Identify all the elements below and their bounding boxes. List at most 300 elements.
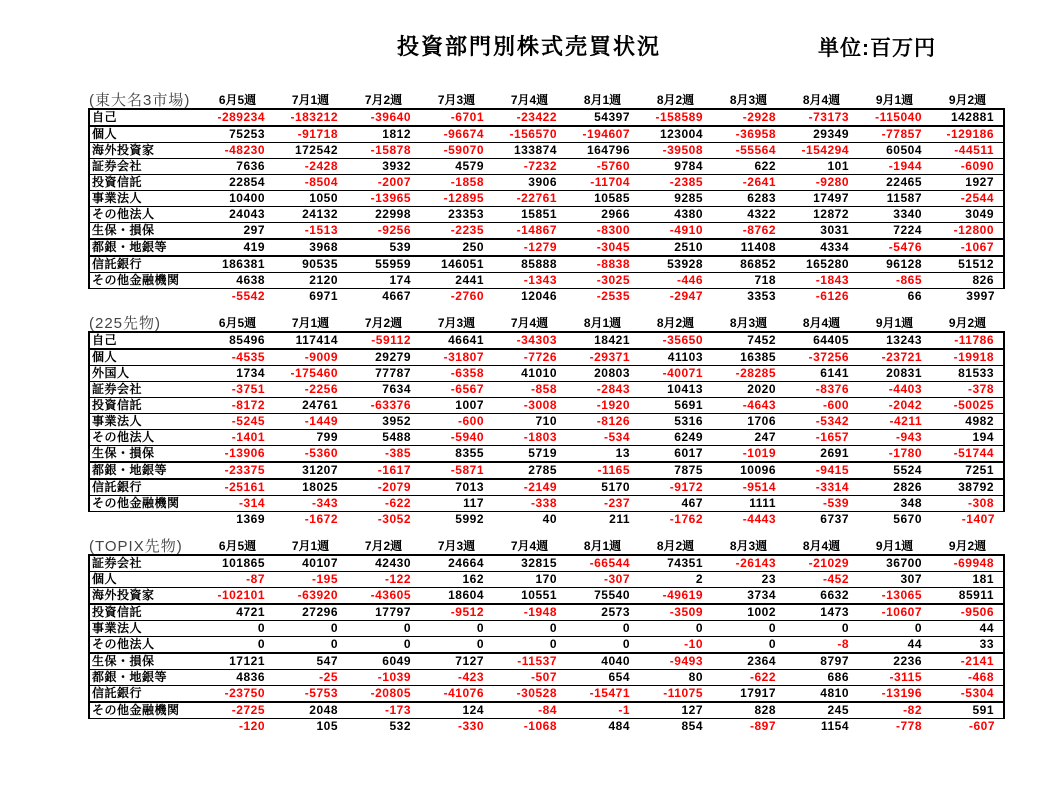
value-cell: -2256: [274, 382, 347, 398]
value-cell: -173: [347, 702, 420, 719]
row-label: その他金融機関: [89, 496, 201, 512]
value-cell: 29349: [785, 126, 858, 143]
header-row: [89, 316, 1004, 332]
week-header: 8月3週: [712, 93, 785, 109]
value-cell: -1165: [566, 462, 639, 479]
week-header: 8月2週: [639, 539, 712, 555]
week-header: 9月1週: [858, 316, 931, 332]
value-cell: 7251: [931, 462, 1004, 479]
value-cell: -9172: [639, 479, 712, 496]
value-cell: -43605: [347, 588, 420, 605]
value-cell: -3025: [566, 273, 639, 289]
table-row: [89, 175, 1004, 191]
value-cell: -1617: [347, 462, 420, 479]
week-header: 7月4週: [493, 316, 566, 332]
value-cell: 81533: [931, 366, 1004, 382]
week-header: 7月1週: [274, 316, 347, 332]
value-cell: -2007: [347, 175, 420, 191]
row-label: 生保・損保: [89, 653, 201, 670]
value-cell: 15851: [493, 207, 566, 223]
row-label: 証券会社: [89, 159, 201, 175]
value-cell: -84: [493, 702, 566, 719]
value-cell: -2641: [712, 175, 785, 191]
value-cell: 22998: [347, 207, 420, 223]
value-cell: 2120: [274, 273, 347, 289]
week-header: 7月2週: [347, 93, 420, 109]
value-cell: -8126: [566, 414, 639, 430]
value-cell: -154294: [785, 143, 858, 159]
table-row: [89, 239, 1004, 256]
value-cell: -6701: [420, 109, 493, 126]
value-cell: -13906: [201, 446, 274, 463]
value-cell: 60504: [858, 143, 931, 159]
value-cell: 0: [712, 637, 785, 654]
value-cell: 85911: [931, 588, 1004, 605]
table-row: [89, 555, 1004, 572]
row-label: 事業法人: [89, 621, 201, 637]
total-cell: 4667: [382, 289, 411, 303]
value-cell: -9512: [420, 604, 493, 621]
value-cell: 85496: [201, 332, 274, 349]
value-cell: 74351: [639, 555, 712, 572]
value-cell: -5753: [274, 686, 347, 703]
value-cell: 5170: [566, 479, 639, 496]
value-cell: 2048: [274, 702, 347, 719]
week-header: 7月1週: [274, 93, 347, 109]
value-cell: 1706: [712, 414, 785, 430]
value-cell: -14867: [493, 223, 566, 240]
total-cell: 105: [316, 719, 338, 733]
value-cell: 2020: [712, 382, 785, 398]
table-row: [89, 621, 1004, 637]
row-label: 証券会社: [89, 382, 201, 398]
value-cell: 3968: [274, 239, 347, 256]
value-cell: 17797: [347, 604, 420, 621]
table-row: [89, 572, 1004, 588]
table-row: [89, 430, 1004, 446]
table-row: [89, 686, 1004, 703]
row-label: 海外投資家: [89, 143, 201, 159]
value-cell: -2149: [493, 479, 566, 496]
value-cell: -13065: [858, 588, 931, 605]
value-cell: 64405: [785, 332, 858, 349]
value-cell: 86852: [712, 256, 785, 273]
value-cell: 11408: [712, 239, 785, 256]
value-cell: 3340: [858, 207, 931, 223]
value-cell: -1948: [493, 604, 566, 621]
value-cell: -55564: [712, 143, 785, 159]
value-cell: 18421: [566, 332, 639, 349]
value-cell: -22761: [493, 191, 566, 207]
value-cell: 2573: [566, 604, 639, 621]
week-header: 7月3週: [420, 539, 493, 555]
value-cell: 6632: [785, 588, 858, 605]
value-cell: -5360: [274, 446, 347, 463]
value-cell: 654: [566, 670, 639, 686]
total-cell: -2947: [669, 289, 703, 303]
value-cell: 0: [420, 621, 493, 637]
value-cell: 247: [712, 430, 785, 446]
row-label: 生保・損保: [89, 223, 201, 240]
value-cell: 0: [858, 621, 931, 637]
section-label: (TOPIX先物): [89, 539, 201, 555]
table-row: [89, 207, 1004, 223]
total-cell: -607: [968, 719, 995, 733]
row-label: その他法人: [89, 430, 201, 446]
value-cell: -2385: [639, 175, 712, 191]
value-cell: -2928: [712, 109, 785, 126]
value-cell: -51744: [931, 446, 1004, 463]
row-label: 生保・損保: [89, 446, 201, 463]
value-cell: 16385: [712, 349, 785, 366]
value-cell: -1858: [420, 175, 493, 191]
value-cell: -20805: [347, 686, 420, 703]
value-cell: 7452: [712, 332, 785, 349]
value-cell: -175460: [274, 366, 347, 382]
value-cell: -378: [931, 382, 1004, 398]
value-cell: -2235: [420, 223, 493, 240]
total-cell: 1369: [236, 512, 265, 526]
value-cell: -9493: [639, 653, 712, 670]
value-cell: 622: [712, 159, 785, 175]
value-cell: -338: [493, 496, 566, 512]
value-cell: 75540: [566, 588, 639, 605]
value-cell: -2544: [931, 191, 1004, 207]
table-row: [89, 414, 1004, 430]
value-cell: -13196: [858, 686, 931, 703]
value-cell: -452: [785, 572, 858, 588]
value-cell: 44: [858, 637, 931, 654]
value-cell: -7726: [493, 349, 566, 366]
row-label: 事業法人: [89, 191, 201, 207]
value-cell: 77787: [347, 366, 420, 382]
value-cell: -9506: [931, 604, 1004, 621]
value-cell: 0: [566, 621, 639, 637]
value-cell: 2: [639, 572, 712, 588]
value-cell: -1039: [347, 670, 420, 686]
value-cell: 181: [931, 572, 1004, 588]
value-cell: -19918: [931, 349, 1004, 366]
table-row: [89, 398, 1004, 414]
value-cell: 9784: [639, 159, 712, 175]
value-cell: 799: [274, 430, 347, 446]
value-cell: -66544: [566, 555, 639, 572]
value-cell: -91718: [274, 126, 347, 143]
value-cell: 307: [858, 572, 931, 588]
value-cell: -11537: [493, 653, 566, 670]
value-cell: -6567: [420, 382, 493, 398]
value-cell: -25: [274, 670, 347, 686]
total-cell: 3997: [966, 289, 995, 303]
value-cell: 4836: [201, 670, 274, 686]
market-table-2: [88, 539, 1005, 734]
value-cell: 826: [931, 273, 1004, 289]
value-cell: -1: [566, 702, 639, 719]
value-cell: 419: [201, 239, 274, 256]
value-cell: -8172: [201, 398, 274, 414]
total-cell: -897: [749, 719, 776, 733]
week-header: 9月1週: [858, 539, 931, 555]
total-cell: 5992: [455, 512, 484, 526]
value-cell: 41103: [639, 349, 712, 366]
value-cell: -2725: [201, 702, 274, 719]
value-cell: -44511: [931, 143, 1004, 159]
value-cell: 172542: [274, 143, 347, 159]
value-cell: 250: [420, 239, 493, 256]
value-cell: -35650: [639, 332, 712, 349]
value-cell: 165280: [785, 256, 858, 273]
total-row-label: [89, 719, 201, 735]
value-cell: 18025: [274, 479, 347, 496]
value-cell: 3031: [785, 223, 858, 240]
table-row: [89, 588, 1004, 605]
value-cell: -11786: [931, 332, 1004, 349]
week-header: 6月5週: [201, 93, 274, 109]
value-cell: 146051: [420, 256, 493, 273]
value-cell: 17917: [712, 686, 785, 703]
row-label: 信託銀行: [89, 686, 201, 703]
value-cell: -36958: [712, 126, 785, 143]
value-cell: -3008: [493, 398, 566, 414]
value-cell: -539: [785, 496, 858, 512]
table-row: [89, 223, 1004, 240]
value-cell: -3115: [858, 670, 931, 686]
value-cell: 0: [712, 621, 785, 637]
value-cell: 0: [493, 637, 566, 654]
tables-container: [88, 93, 1005, 746]
total-cell: 211: [609, 512, 630, 526]
value-cell: 6049: [347, 653, 420, 670]
value-cell: -115040: [858, 109, 931, 126]
value-cell: -96674: [420, 126, 493, 143]
value-cell: -37256: [785, 349, 858, 366]
value-cell: 2966: [566, 207, 639, 223]
total-row: [89, 289, 1004, 305]
value-cell: -600: [785, 398, 858, 414]
value-cell: 51512: [931, 256, 1004, 273]
value-cell: 10400: [201, 191, 274, 207]
value-cell: -21029: [785, 555, 858, 572]
value-cell: -1657: [785, 430, 858, 446]
value-cell: -9256: [347, 223, 420, 240]
value-cell: -39508: [639, 143, 712, 159]
value-cell: -23375: [201, 462, 274, 479]
value-cell: -5940: [420, 430, 493, 446]
value-cell: 245: [785, 702, 858, 719]
week-header: 6月5週: [201, 539, 274, 555]
row-label: 投資信託: [89, 175, 201, 191]
value-cell: 7013: [420, 479, 493, 496]
value-cell: -8838: [566, 256, 639, 273]
value-cell: -195: [274, 572, 347, 588]
value-cell: 4322: [712, 207, 785, 223]
value-cell: 11587: [858, 191, 931, 207]
table-row: [89, 462, 1004, 479]
total-cell: -120: [238, 719, 265, 733]
value-cell: -23721: [858, 349, 931, 366]
week-header: 8月4週: [785, 93, 858, 109]
value-cell: -156570: [493, 126, 566, 143]
total-cell: -3052: [377, 512, 411, 526]
value-cell: 46641: [420, 332, 493, 349]
value-cell: 1812: [347, 126, 420, 143]
value-cell: -39640: [347, 109, 420, 126]
header-row: [89, 93, 1004, 109]
week-header: 8月2週: [639, 93, 712, 109]
value-cell: 117414: [274, 332, 347, 349]
value-cell: 2691: [785, 446, 858, 463]
value-cell: -2042: [858, 398, 931, 414]
value-cell: -8504: [274, 175, 347, 191]
value-cell: -1019: [712, 446, 785, 463]
value-cell: 10096: [712, 462, 785, 479]
value-cell: 5719: [493, 446, 566, 463]
value-cell: 3906: [493, 175, 566, 191]
value-cell: 1927: [931, 175, 1004, 191]
value-cell: -77857: [858, 126, 931, 143]
value-cell: -1803: [493, 430, 566, 446]
value-cell: 710: [493, 414, 566, 430]
value-cell: 0: [639, 621, 712, 637]
value-cell: -289234: [201, 109, 274, 126]
value-cell: 6017: [639, 446, 712, 463]
value-cell: -183212: [274, 109, 347, 126]
value-cell: 1002: [712, 604, 785, 621]
value-cell: -12895: [420, 191, 493, 207]
value-cell: 33: [931, 637, 1004, 654]
value-cell: 0: [347, 637, 420, 654]
value-cell: -15471: [566, 686, 639, 703]
total-row: [89, 719, 1004, 735]
value-cell: 1050: [274, 191, 347, 207]
value-cell: 467: [639, 496, 712, 512]
week-header: 7月4週: [493, 539, 566, 555]
value-cell: 24664: [420, 555, 493, 572]
value-cell: -63376: [347, 398, 420, 414]
value-cell: -34303: [493, 332, 566, 349]
value-cell: 17121: [201, 653, 274, 670]
value-cell: 0: [274, 637, 347, 654]
value-cell: 127: [639, 702, 712, 719]
value-cell: 42430: [347, 555, 420, 572]
value-cell: 101: [785, 159, 858, 175]
total-cell: -2535: [596, 289, 630, 303]
value-cell: -122: [347, 572, 420, 588]
total-row-label: [89, 512, 201, 528]
value-cell: -9009: [274, 349, 347, 366]
total-cell: -1672: [304, 512, 338, 526]
week-header: 9月2週: [931, 539, 1004, 555]
value-cell: 31207: [274, 462, 347, 479]
value-cell: 0: [201, 637, 274, 654]
value-cell: -1401: [201, 430, 274, 446]
row-label: 海外投資家: [89, 588, 201, 605]
value-cell: -129186: [931, 126, 1004, 143]
value-cell: 36700: [858, 555, 931, 572]
total-cell: 854: [681, 719, 703, 733]
value-cell: 4579: [420, 159, 493, 175]
value-cell: 162: [420, 572, 493, 588]
value-cell: 1734: [201, 366, 274, 382]
value-cell: 3932: [347, 159, 420, 175]
row-label: 投資信託: [89, 398, 201, 414]
value-cell: -5760: [566, 159, 639, 175]
value-cell: -4910: [639, 223, 712, 240]
total-cell: -6126: [815, 289, 849, 303]
market-table-block-0: [88, 93, 1005, 304]
table-row: [89, 670, 1004, 686]
section-label: (東大名3市場): [89, 93, 201, 109]
value-cell: 3952: [347, 414, 420, 430]
value-cell: 101865: [201, 555, 274, 572]
value-cell: -50025: [931, 398, 1004, 414]
value-cell: 13243: [858, 332, 931, 349]
value-cell: 96128: [858, 256, 931, 273]
value-cell: 80: [639, 670, 712, 686]
total-cell: -1762: [669, 512, 703, 526]
value-cell: -6358: [420, 366, 493, 382]
value-cell: 22465: [858, 175, 931, 191]
value-cell: -2141: [931, 653, 1004, 670]
value-cell: -9280: [785, 175, 858, 191]
value-cell: 23: [712, 572, 785, 588]
value-cell: -82: [858, 702, 931, 719]
value-cell: 24761: [274, 398, 347, 414]
total-cell: -2760: [450, 289, 484, 303]
value-cell: 90535: [274, 256, 347, 273]
week-header: 7月3週: [420, 316, 493, 332]
value-cell: 124: [420, 702, 493, 719]
value-cell: 0: [274, 621, 347, 637]
row-label: 信託銀行: [89, 256, 201, 273]
value-cell: 17497: [785, 191, 858, 207]
value-cell: -10607: [858, 604, 931, 621]
value-cell: 123004: [639, 126, 712, 143]
value-cell: 7224: [858, 223, 931, 240]
value-cell: 1111: [712, 496, 785, 512]
value-cell: 22854: [201, 175, 274, 191]
value-cell: 539: [347, 239, 420, 256]
value-cell: 2236: [858, 653, 931, 670]
value-cell: 0: [347, 621, 420, 637]
week-header: 8月4週: [785, 316, 858, 332]
value-cell: 24043: [201, 207, 274, 223]
value-cell: 6283: [712, 191, 785, 207]
value-cell: 828: [712, 702, 785, 719]
value-cell: -8376: [785, 382, 858, 398]
value-cell: 1473: [785, 604, 858, 621]
value-cell: 38792: [931, 479, 1004, 496]
value-cell: 54397: [566, 109, 639, 126]
value-cell: -5871: [420, 462, 493, 479]
table-row: [89, 273, 1004, 289]
value-cell: -30528: [493, 686, 566, 703]
value-cell: 4810: [785, 686, 858, 703]
table-row: [89, 479, 1004, 496]
value-cell: -73173: [785, 109, 858, 126]
value-cell: -49619: [639, 588, 712, 605]
value-cell: -7232: [493, 159, 566, 175]
total-cell: -778: [895, 719, 922, 733]
value-cell: -423: [420, 670, 493, 686]
value-cell: -6090: [931, 159, 1004, 175]
row-label: その他金融機関: [89, 702, 201, 719]
value-cell: 4040: [566, 653, 639, 670]
total-cell: -1407: [961, 512, 995, 526]
value-cell: -3314: [785, 479, 858, 496]
table-row: [89, 382, 1004, 398]
value-cell: -12800: [931, 223, 1004, 240]
